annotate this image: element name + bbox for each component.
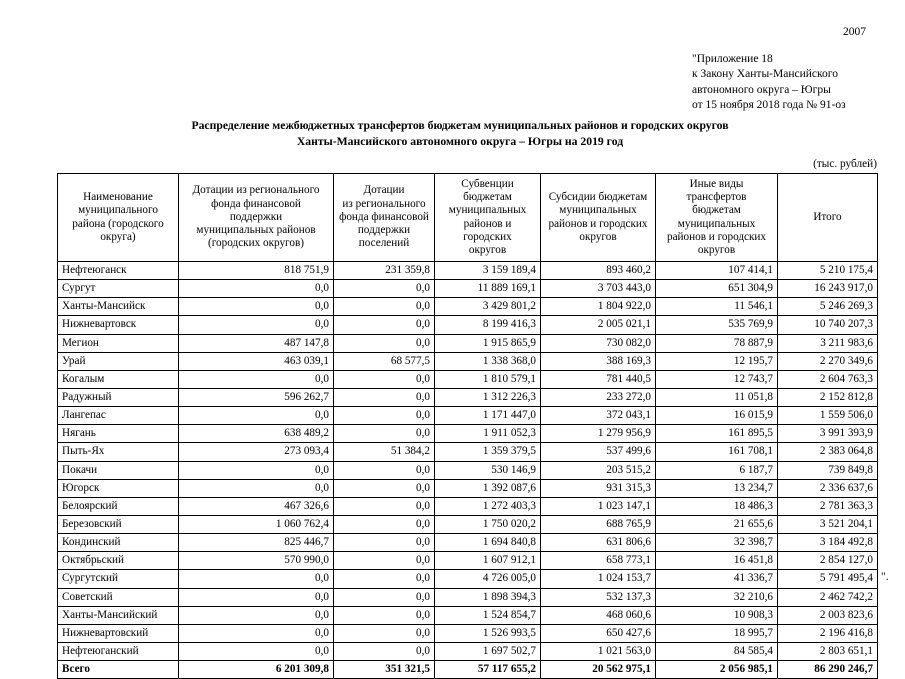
table-row [58, 515, 878, 533]
total-label: Всего [58, 661, 179, 679]
amount-cell: 0,0 [334, 388, 435, 406]
amount-cell: 1 359 379,5 [435, 443, 541, 461]
amount-cell: 388 169,3 [541, 352, 656, 370]
amount-cell: 161 895,5 [656, 425, 778, 443]
table-row [58, 425, 878, 443]
amount-cell: 532 137,3 [541, 588, 656, 606]
column-header-line: муниципальных [677, 217, 756, 230]
appendix-reference-line-4: от 15 ноября 2018 года № 91-оз [692, 99, 846, 112]
page-title-line-1: Распределение межбюджетных трансфертов бюджетам муниципальных районов и городских округов [191, 119, 729, 132]
amount-cell: 2 336 637,6 [778, 479, 878, 497]
amount-cell: 739 849,8 [778, 461, 878, 479]
amount-cell: 2 003 823,6 [778, 606, 878, 624]
amount-cell: 3 991 393,9 [778, 425, 878, 443]
column-header-subsidies [541, 174, 656, 262]
municipality-name: Нефтеюганский [58, 642, 179, 660]
amount-cell: 0,0 [179, 606, 334, 624]
amount-cell: 468 060,6 [541, 606, 656, 624]
column-header-line: бюджетам [692, 204, 741, 217]
table-row [58, 280, 878, 298]
amount-cell: 931 315,3 [541, 479, 656, 497]
municipality-name: Ханты-Мансийский [58, 606, 179, 624]
amount-cell: 233 272,0 [541, 388, 656, 406]
table-row [58, 298, 878, 316]
amount-cell: 0,0 [334, 588, 435, 606]
table-row [58, 606, 878, 624]
amount-cell: 1 021 563,0 [541, 642, 656, 660]
amount-cell: 0,0 [334, 606, 435, 624]
amount-cell: 5 210 175,4 [778, 262, 878, 280]
units-note: (тыс. рублей) [813, 158, 877, 170]
amount-cell: 825 446,7 [179, 534, 334, 552]
amount-cell: 535 769,9 [656, 316, 778, 334]
amount-cell: 3 703 443,0 [541, 280, 656, 298]
page-number: 2007 [843, 26, 866, 38]
amount-cell: 688 765,9 [541, 515, 656, 533]
amount-cell: 781 440,5 [541, 370, 656, 388]
amount-cell: 51 384,2 [334, 443, 435, 461]
amount-cell: 0,0 [334, 515, 435, 533]
amount-cell: 57 117 655,2 [435, 661, 541, 679]
column-header-line: поддержки [357, 224, 411, 237]
column-header-other-transfers [656, 174, 778, 262]
amount-cell: 273 093,4 [179, 443, 334, 461]
column-header-line: Субвенции [461, 177, 514, 190]
amount-cell: 537 499,6 [541, 443, 656, 461]
amount-cell: 570 990,0 [179, 552, 334, 570]
municipality-name: Пыть-Ях [58, 443, 179, 461]
amount-cell: 0,0 [334, 497, 435, 515]
column-header-grants-settlements [334, 174, 435, 262]
table-row [58, 570, 878, 588]
amount-cell: 351 321,5 [334, 661, 435, 679]
column-header-line: округов [468, 243, 507, 256]
budget-table [57, 173, 878, 679]
column-header-line: Иные виды [689, 177, 744, 190]
trailing-quote: ". [881, 571, 889, 583]
table-row [58, 479, 878, 497]
municipality-name: Нижневартовский [58, 624, 179, 642]
amount-cell: 0,0 [179, 280, 334, 298]
column-header-line: Наименование [83, 191, 153, 204]
table-row [58, 334, 878, 352]
amount-cell: 596 262,7 [179, 388, 334, 406]
amount-cell: 1 559 506,0 [778, 407, 878, 425]
amount-cell: 11 051,8 [656, 388, 778, 406]
amount-cell: 16 015,9 [656, 407, 778, 425]
appendix-reference [692, 52, 846, 114]
table-row [58, 262, 878, 280]
amount-cell: 1 524 854,7 [435, 606, 541, 624]
amount-cell: 2 270 349,6 [778, 352, 878, 370]
municipality-name: Березовский [58, 515, 179, 533]
column-header-municipality [58, 174, 179, 262]
amount-cell: 12 195,7 [656, 352, 778, 370]
amount-cell: 0,0 [334, 570, 435, 588]
column-header-line: районов и городских [666, 230, 767, 243]
amount-cell: 0,0 [334, 642, 435, 660]
amount-cell: 1 171 447,0 [435, 407, 541, 425]
amount-cell: 1 697 502,7 [435, 642, 541, 660]
amount-cell: 818 751,9 [179, 262, 334, 280]
municipality-name: Мегион [58, 334, 179, 352]
amount-cell: 0,0 [334, 534, 435, 552]
table-row [58, 461, 878, 479]
amount-cell: 1 272 403,3 [435, 497, 541, 515]
municipality-name: Покачи [58, 461, 179, 479]
amount-cell: 4 726 005,0 [435, 570, 541, 588]
amount-cell: 32 398,7 [656, 534, 778, 552]
amount-cell: 0,0 [179, 624, 334, 642]
column-header-line: поддержки [229, 210, 283, 223]
municipality-name: Когалым [58, 370, 179, 388]
column-header-line: муниципального [78, 204, 158, 217]
amount-cell: 658 773,1 [541, 552, 656, 570]
table-row [58, 407, 878, 425]
amount-cell: 2 056 985,1 [656, 661, 778, 679]
budget-table-wrapper [57, 173, 877, 679]
amount-cell: 3 184 492,8 [778, 534, 878, 552]
amount-cell: 0,0 [334, 425, 435, 443]
amount-cell: 6 187,7 [656, 461, 778, 479]
amount-cell: 0,0 [334, 552, 435, 570]
table-row [58, 552, 878, 570]
amount-cell: 0,0 [179, 642, 334, 660]
amount-cell: 0,0 [334, 370, 435, 388]
amount-cell: 651 304,9 [656, 280, 778, 298]
amount-cell: 11 546,1 [656, 298, 778, 316]
amount-cell: 161 708,1 [656, 443, 778, 461]
column-header-line: трансфертов [686, 191, 747, 204]
municipality-name: Октябрьский [58, 552, 179, 570]
amount-cell: 638 489,2 [179, 425, 334, 443]
column-header-line: Дотации из регионального [192, 184, 320, 197]
column-header-line: Итого [813, 210, 842, 223]
amount-cell: 86 290 246,7 [778, 661, 878, 679]
amount-cell: 0,0 [334, 280, 435, 298]
amount-cell: 1 915 865,9 [435, 334, 541, 352]
municipality-name: Советский [58, 588, 179, 606]
amount-cell: 1 023 147,1 [541, 497, 656, 515]
amount-cell: 1 607 912,1 [435, 552, 541, 570]
amount-cell: 20 562 975,1 [541, 661, 656, 679]
amount-cell: 0,0 [334, 407, 435, 425]
municipality-name: Сургутский [58, 570, 179, 588]
table-row [58, 370, 878, 388]
column-header-line: муниципальных [448, 204, 527, 217]
amount-cell: 10 740 207,3 [778, 316, 878, 334]
amount-cell: 0,0 [179, 298, 334, 316]
column-header-line: фонда финансовой [211, 197, 301, 210]
amount-cell: 2 854 127,0 [778, 552, 878, 570]
amount-cell: 2 196 416,8 [778, 624, 878, 642]
amount-cell: 18 486,3 [656, 497, 778, 515]
amount-cell: 2 152 812,8 [778, 388, 878, 406]
column-header-line: округа) [100, 230, 136, 243]
municipality-name: Нижневартовск [58, 316, 179, 334]
amount-cell: 1 312 226,3 [435, 388, 541, 406]
column-header-line: Дотации [363, 184, 405, 197]
column-header-line: района (городского [72, 217, 164, 230]
amount-cell: 18 995,7 [656, 624, 778, 642]
page-title-line-2: Ханты-Мансийского автономного округа – Югры на 2019 год [296, 135, 624, 148]
table-row [58, 443, 878, 461]
amount-cell: 0,0 [334, 461, 435, 479]
column-header-line: бюджетам [463, 191, 512, 204]
table-row [58, 534, 878, 552]
appendix-reference-line-2: к Закону Ханты-Мансийского [692, 68, 838, 81]
amount-cell: 1 392 087,6 [435, 479, 541, 497]
amount-cell: 16 243 917,0 [778, 280, 878, 298]
amount-cell: 16 451,8 [656, 552, 778, 570]
column-header-subventions [435, 174, 541, 262]
amount-cell: 1 911 052,3 [435, 425, 541, 443]
amount-cell: 12 743,7 [656, 370, 778, 388]
amount-cell: 631 806,6 [541, 534, 656, 552]
amount-cell: 8 199 416,3 [435, 316, 541, 334]
amount-cell: 0,0 [334, 624, 435, 642]
amount-cell: 530 146,9 [435, 461, 541, 479]
municipality-name: Югорск [58, 479, 179, 497]
column-header-total [778, 174, 878, 262]
table-total-row [58, 661, 878, 679]
amount-cell: 0,0 [179, 370, 334, 388]
amount-cell: 1 810 579,1 [435, 370, 541, 388]
table-header [58, 174, 878, 262]
amount-cell: 11 889 169,1 [435, 280, 541, 298]
table-row [58, 316, 878, 334]
amount-cell: 21 655,6 [656, 515, 778, 533]
table-row [58, 497, 878, 515]
amount-cell: 893 460,2 [541, 262, 656, 280]
table-row [58, 352, 878, 370]
amount-cell: 2 781 363,3 [778, 497, 878, 515]
amount-cell: 2 604 763,3 [778, 370, 878, 388]
table-row [58, 588, 878, 606]
amount-cell: 1 694 840,8 [435, 534, 541, 552]
amount-cell: 0,0 [334, 334, 435, 352]
amount-cell: 203 515,2 [541, 461, 656, 479]
column-header-line: округов [697, 243, 736, 256]
amount-cell: 5 246 269,3 [778, 298, 878, 316]
amount-cell: 2 462 742,2 [778, 588, 878, 606]
column-header-line: округов [579, 230, 617, 243]
column-header-line: муниципальных районов [196, 224, 316, 237]
amount-cell: 463 039,1 [179, 352, 334, 370]
page-title [60, 118, 860, 150]
column-header-line: из регионального [342, 197, 426, 210]
amount-cell: 2 005 021,1 [541, 316, 656, 334]
appendix-reference-line-1: "Приложение 18 [692, 53, 773, 65]
amount-cell: 1 898 394,3 [435, 588, 541, 606]
amount-cell: 372 043,1 [541, 407, 656, 425]
municipality-name: Лангепас [58, 407, 179, 425]
municipality-name: Нефтеюганск [58, 262, 179, 280]
amount-cell: 78 887,9 [656, 334, 778, 352]
column-header-line: поселений [358, 237, 410, 250]
amount-cell: 3 521 204,1 [778, 515, 878, 533]
amount-cell: 41 336,7 [656, 570, 778, 588]
municipality-name: Кондинский [58, 534, 179, 552]
column-header-grants-municipal-districts [179, 174, 334, 262]
table-header-row [58, 174, 878, 262]
amount-cell: 231 359,8 [334, 262, 435, 280]
municipality-name: Сургут [58, 280, 179, 298]
column-header-line: муниципальных [559, 204, 637, 217]
amount-cell: 1 750 020,2 [435, 515, 541, 533]
amount-cell: 467 326,6 [179, 497, 334, 515]
table-row [58, 642, 878, 660]
amount-cell: 1 804 922,0 [541, 298, 656, 316]
amount-cell: 487 147,8 [179, 334, 334, 352]
amount-cell: 13 234,7 [656, 479, 778, 497]
amount-cell: 84 585,4 [656, 642, 778, 660]
amount-cell: 0,0 [179, 407, 334, 425]
municipality-name: Белоярский [58, 497, 179, 515]
amount-cell: 0,0 [179, 570, 334, 588]
amount-cell: 650 427,6 [541, 624, 656, 642]
amount-cell: 5 791 495,4 [778, 570, 878, 588]
amount-cell: 3 211 983,6 [778, 334, 878, 352]
amount-cell: 2 383 064,8 [778, 443, 878, 461]
amount-cell: 730 082,0 [541, 334, 656, 352]
table-row [58, 388, 878, 406]
amount-cell: 3 159 189,4 [435, 262, 541, 280]
amount-cell: 0,0 [179, 461, 334, 479]
amount-cell: 107 414,1 [656, 262, 778, 280]
amount-cell: 1 024 153,7 [541, 570, 656, 588]
amount-cell: 0,0 [334, 298, 435, 316]
table-body [58, 262, 878, 679]
column-header-line: (городских округов) [208, 237, 304, 250]
municipality-name: Нягань [58, 425, 179, 443]
amount-cell: 6 201 309,8 [179, 661, 334, 679]
column-header-line: городских [463, 230, 512, 243]
column-header-line: фонда финансовой [339, 210, 429, 223]
amount-cell: 2 803 651,1 [778, 642, 878, 660]
amount-cell: 1 338 368,0 [435, 352, 541, 370]
amount-cell: 0,0 [179, 316, 334, 334]
amount-cell: 68 577,5 [334, 352, 435, 370]
amount-cell: 0,0 [179, 479, 334, 497]
amount-cell: 3 429 801,2 [435, 298, 541, 316]
amount-cell: 10 908,3 [656, 606, 778, 624]
amount-cell: 0,0 [334, 479, 435, 497]
amount-cell: 0,0 [334, 316, 435, 334]
column-header-line: Субсидии бюджетам [548, 191, 648, 204]
column-header-line: районов и городских [548, 217, 648, 230]
amount-cell: 32 210,6 [656, 588, 778, 606]
amount-cell: 0,0 [179, 588, 334, 606]
amount-cell: 1 279 956,9 [541, 425, 656, 443]
municipality-name: Урай [58, 352, 179, 370]
amount-cell: 1 526 993,5 [435, 624, 541, 642]
appendix-reference-line-3: автономного округа – Югры [692, 83, 831, 96]
amount-cell: 1 060 762,4 [179, 515, 334, 533]
municipality-name: Ханты-Мансийск [58, 298, 179, 316]
column-header-line: районов и [463, 217, 512, 230]
municipality-name: Радужный [58, 388, 179, 406]
